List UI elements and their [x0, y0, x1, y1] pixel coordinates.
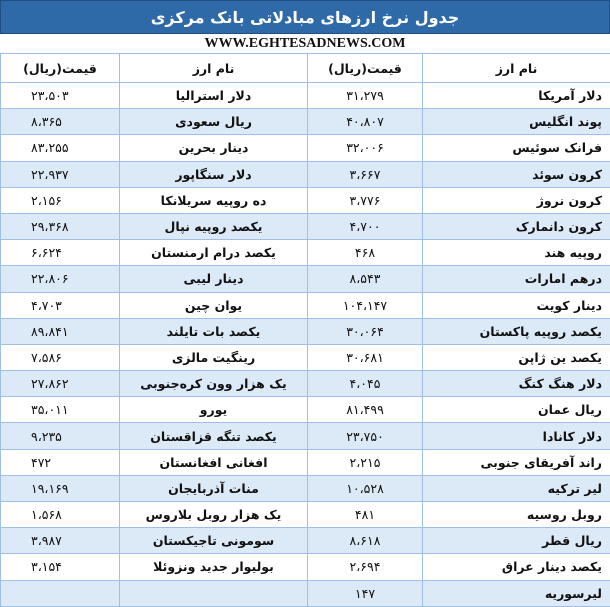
table-row [1, 528, 610, 554]
currency-name-cell: فرانک سوئیس [423, 135, 610, 161]
currency-name-cell: یکصد روپیه پاکستان [423, 318, 610, 344]
currency-name-cell: دینار بحرین [120, 135, 308, 161]
currency-name-cell: یکصد تنگه قزاقستان [120, 423, 308, 449]
currency-name-cell: کرون سوئد [423, 161, 610, 187]
table-row [1, 161, 610, 187]
currency-price-cell: ۲۲،۸۰۶ [1, 266, 120, 292]
currency-name-cell: لیرسوریه [423, 580, 610, 606]
currency-price-cell: ۱۰۴،۱۴۷ [308, 292, 423, 318]
currency-name-cell: کرون نروژ [423, 187, 610, 213]
currency-price-cell: ۳۰،۰۶۴ [308, 318, 423, 344]
table-row [1, 83, 610, 109]
header-name-right: نام ارز [423, 54, 610, 83]
currency-name-cell: روپیه هند [423, 240, 610, 266]
currency-price-cell: ۱۹،۱۶۹ [1, 475, 120, 501]
currency-price-cell: ۲۳،۵۰۳ [1, 83, 120, 109]
currency-price-cell: ۴،۷۰۰ [308, 213, 423, 239]
table-row [1, 187, 610, 213]
currency-price-cell: ۴۸۱ [308, 502, 423, 528]
currency-name-cell: رینگیت مالزی [120, 344, 308, 370]
currency-price-cell: ۴۰،۸۰۷ [308, 109, 423, 135]
currency-price-cell: ۳۰،۶۸۱ [308, 344, 423, 370]
currency-name-cell: بولیوار جدید ونزوئلا [120, 554, 308, 580]
table-row [1, 266, 610, 292]
currency-name-cell: ریال قطر [423, 528, 610, 554]
table-row [1, 213, 610, 239]
currency-price-cell: ۳،۷۷۶ [308, 187, 423, 213]
table-row [1, 397, 610, 423]
currency-name-cell [120, 580, 308, 606]
currency-name-cell: روبل روسیه [423, 502, 610, 528]
currency-price-cell: ۴،۷۰۳ [1, 292, 120, 318]
currency-price-cell: ۱۰،۵۲۸ [308, 475, 423, 501]
currency-name-cell: لیر ترکیه [423, 475, 610, 501]
rates-body [1, 83, 610, 607]
currency-name-cell: یکصد بات تایلند [120, 318, 308, 344]
currency-price-cell: ۷،۵۸۶ [1, 344, 120, 370]
currency-price-cell: ۳،۹۸۷ [1, 528, 120, 554]
table-row [1, 344, 610, 370]
currency-price-cell [1, 580, 120, 606]
currency-name-cell: یک هزار وون کره‌جنوبی [120, 371, 308, 397]
currency-price-cell: ۳،۱۵۴ [1, 554, 120, 580]
currency-price-cell: ۳۲،۰۰۶ [308, 135, 423, 161]
website-label: WWW.EGHTESADNEWS.COM [0, 36, 610, 52]
currency-name-cell: یک هزار روبل بلاروس [120, 502, 308, 528]
currency-price-cell: ۴۷۲ [1, 449, 120, 475]
header-price-right: قیمت(ریال) [308, 54, 423, 83]
table-row [1, 371, 610, 397]
currency-price-cell: ۱،۵۶۸ [1, 502, 120, 528]
table-row [1, 292, 610, 318]
currency-price-cell: ۸،۵۴۳ [308, 266, 423, 292]
currency-name-cell: راند آفریقای جنوبی [423, 449, 610, 475]
currency-price-cell: ۴،۰۴۵ [308, 371, 423, 397]
header-name-left: نام ارز [120, 54, 308, 83]
table-row [1, 318, 610, 344]
currency-name-cell: یکصد روپیه نپال [120, 213, 308, 239]
rates-table [0, 53, 610, 607]
table-row [1, 475, 610, 501]
currency-name-cell: دلار استرالیا [120, 83, 308, 109]
currency-price-cell: ۴۶۸ [308, 240, 423, 266]
currency-price-cell: ۲،۱۵۶ [1, 187, 120, 213]
table-row [1, 449, 610, 475]
currency-price-cell: ۶،۶۲۴ [1, 240, 120, 266]
currency-name-cell: ریال عمان [423, 397, 610, 423]
currency-price-cell: ۲،۶۹۴ [308, 554, 423, 580]
currency-name-cell: دینار لیبی [120, 266, 308, 292]
currency-name-cell: سومونی تاجیکستان [120, 528, 308, 554]
currency-price-cell: ۲،۲۱۵ [308, 449, 423, 475]
currency-price-cell: ۳۵،۰۱۱ [1, 397, 120, 423]
currency-name-cell: درهم امارات [423, 266, 610, 292]
currency-price-cell: ۸۳،۲۵۵ [1, 135, 120, 161]
currency-price-cell: ۲۳،۷۵۰ [308, 423, 423, 449]
table-title: جدول نرخ ارزهای مبادلاتی بانک مرکزی [0, 0, 610, 34]
currency-name-cell: دلار آمریکا [423, 83, 610, 109]
currency-price-cell: ۲۲،۹۳۷ [1, 161, 120, 187]
currency-name-cell: پوند انگلیس [423, 109, 610, 135]
table-row [1, 135, 610, 161]
header-row [1, 54, 610, 83]
currency-name-cell: ریال سعودی [120, 109, 308, 135]
currency-price-cell: ۸،۳۶۵ [1, 109, 120, 135]
table-row [1, 580, 610, 606]
currency-name-cell: منات آذربایجان [120, 475, 308, 501]
currency-price-cell: ۲۷،۸۶۲ [1, 371, 120, 397]
currency-name-cell: یکصد دینار عراق [423, 554, 610, 580]
table-row [1, 423, 610, 449]
header-price-left: قیمت(ریال) [1, 54, 120, 83]
currency-name-cell: یورو [120, 397, 308, 423]
currency-price-cell: ۲۹،۳۶۸ [1, 213, 120, 239]
table-row [1, 109, 610, 135]
currency-price-cell: ۳۱،۲۷۹ [308, 83, 423, 109]
currency-name-cell: افغانی افغانستان [120, 449, 308, 475]
currency-name-cell: یکصد درام ارمنستان [120, 240, 308, 266]
currency-price-cell: ۸،۶۱۸ [308, 528, 423, 554]
table-row [1, 240, 610, 266]
currency-name-cell: دلار کانادا [423, 423, 610, 449]
currency-name-cell: کرون دانمارک [423, 213, 610, 239]
currency-name-cell: ده روپیه سریلانکا [120, 187, 308, 213]
table-row [1, 554, 610, 580]
currency-price-cell: ۸۱،۴۹۹ [308, 397, 423, 423]
currency-name-cell: دلار هنگ کنگ [423, 371, 610, 397]
table-row [1, 502, 610, 528]
currency-name-cell: دلار سنگاپور [120, 161, 308, 187]
currency-price-cell: ۱۴۷ [308, 580, 423, 606]
currency-price-cell: ۹،۲۳۵ [1, 423, 120, 449]
currency-price-cell: ۳،۶۶۷ [308, 161, 423, 187]
currency-name-cell: یوان چین [120, 292, 308, 318]
currency-price-cell: ۸۹،۸۴۱ [1, 318, 120, 344]
currency-name-cell: یکصد ین ژاپن [423, 344, 610, 370]
currency-name-cell: دینار کویت [423, 292, 610, 318]
